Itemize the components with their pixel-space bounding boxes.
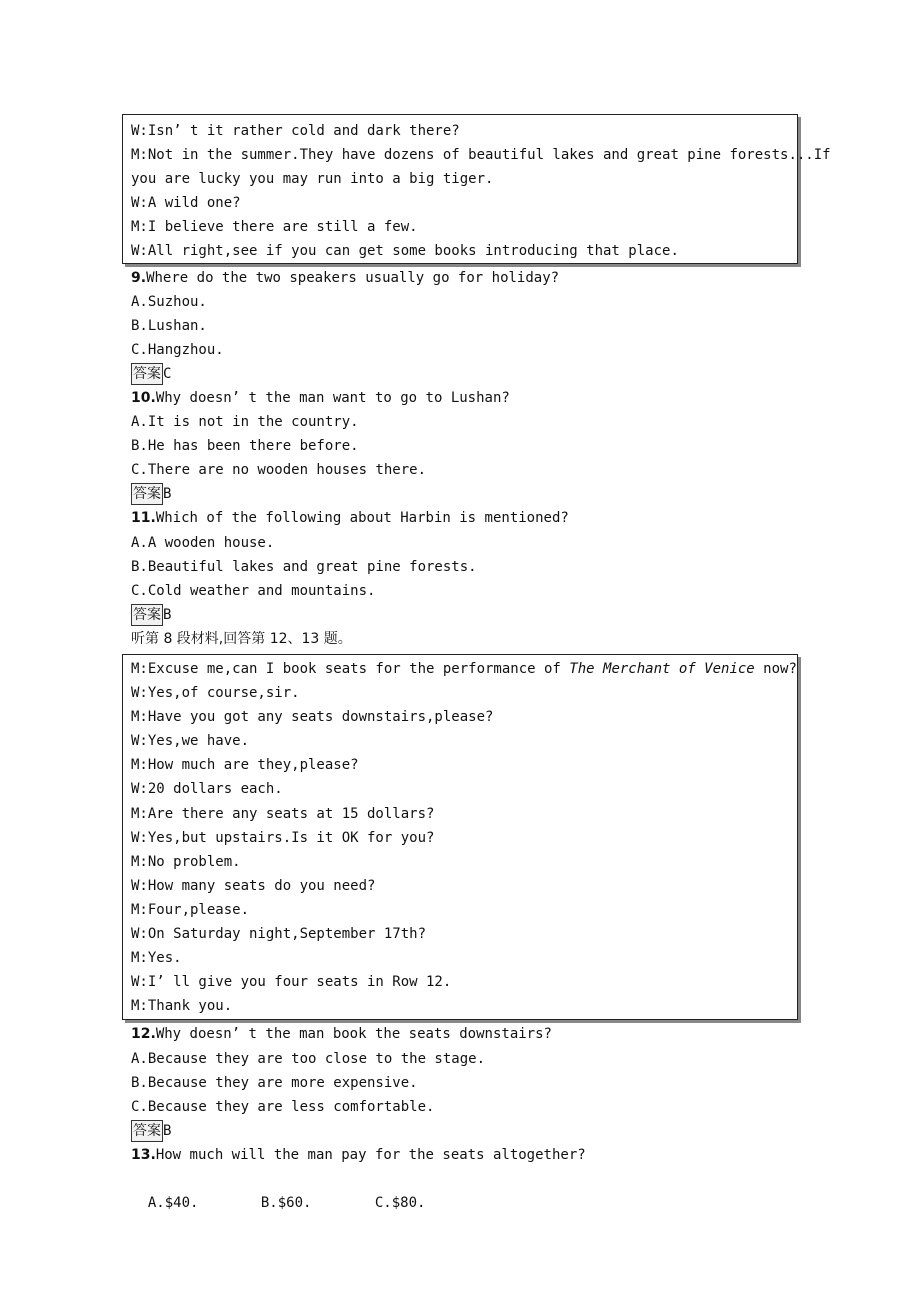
dialogue-line: M:Have you got any seats downstairs,please? xyxy=(131,709,494,725)
dialogue-line: W:I’ ll give you four seats in Row 12. xyxy=(131,974,452,990)
option: B.Lushan. xyxy=(131,318,207,334)
answer-11 xyxy=(131,603,171,627)
answer-tag: 答案 xyxy=(131,1120,163,1142)
dialogue-line: M:Not in the summer.They have dozens of beautiful lakes and great pine forests...If xyxy=(131,147,831,163)
dialogue-box-2 xyxy=(122,654,798,1020)
dialogue-line: M:Thank you. xyxy=(131,998,233,1014)
dialogue-line xyxy=(131,657,797,681)
option: C.$80. xyxy=(374,1195,426,1211)
dialogue-line: W:Yes,but upstairs.Is it OK for you? xyxy=(131,830,435,846)
answer-9 xyxy=(131,362,171,386)
dialogue-line: W:A wild one? xyxy=(131,195,241,211)
question-text: Where do the two speakers usually go for holiday? xyxy=(146,270,560,286)
answer-tag: 答案 xyxy=(131,363,163,385)
option: A.It is not in the country. xyxy=(131,414,359,430)
question-9 xyxy=(131,266,559,290)
option: B.$60. xyxy=(260,1195,312,1211)
section-instruction: 听第 8 段材料,回答第 12、13 题。 xyxy=(131,631,352,647)
dialogue-line: W:Isn’ t it rather cold and dark there? xyxy=(131,123,460,139)
question-number: 10. xyxy=(131,390,156,406)
dialogue-line: M:Are there any seats at 15 dollars? xyxy=(131,806,435,822)
option: C.There are no wooden houses there. xyxy=(131,462,427,478)
option: A.A wooden house. xyxy=(131,535,275,551)
dialogue-line: W:Yes,we have. xyxy=(131,733,250,749)
question-number: 9. xyxy=(131,270,147,286)
question-text: Why doesn’ t the man want to go to Lushan? xyxy=(155,390,510,406)
question-text: How much will the man pay for the seats altogether? xyxy=(155,1147,586,1163)
option: B.Because they are more expensive. xyxy=(131,1075,418,1091)
dialogue-line: W:20 dollars each. xyxy=(131,781,283,797)
option: A.Suzhou. xyxy=(131,294,207,310)
question-10 xyxy=(131,386,510,410)
dialogue-line: M:Yes. xyxy=(131,950,182,966)
play-title: The Merchant of Venice xyxy=(569,661,755,677)
question-text: Which of the following about Harbin is mentioned? xyxy=(155,510,569,526)
dialogue-line: M:Four,please. xyxy=(131,902,250,918)
question-13 xyxy=(131,1143,586,1167)
question-number: 13. xyxy=(131,1147,156,1163)
dialogue-line: M:No problem. xyxy=(131,854,241,870)
option: C.Because they are less comfortable. xyxy=(131,1099,435,1115)
dialogue-line: M:I believe there are still a few. xyxy=(131,219,418,235)
question-number: 12. xyxy=(131,1026,156,1042)
question-text: Why doesn’ t the man book the seats downstairs? xyxy=(155,1026,552,1042)
dialogue-line: you are lucky you may run into a big tiger. xyxy=(131,171,494,187)
dialogue-line: W:Yes,of course,sir. xyxy=(131,685,300,701)
option: A.Because they are too close to the stage. xyxy=(131,1051,486,1067)
option: C.Cold weather and mountains. xyxy=(131,583,376,599)
dialogue-line: W:On Saturday night,September 17th? xyxy=(131,926,427,942)
dialogue-box-1 xyxy=(122,114,831,264)
dialogue-text: now? xyxy=(754,661,797,677)
dialogue-text: M:Excuse me,can I book seats for the performance of xyxy=(131,661,570,677)
option: B.He has been there before. xyxy=(131,438,359,454)
question-11 xyxy=(131,506,569,530)
dialogue-line: W:How many seats do you need? xyxy=(131,878,376,894)
question-number: 11. xyxy=(131,510,156,526)
option: B.Beautiful lakes and great pine forests. xyxy=(131,559,477,575)
answer-tag: 答案 xyxy=(131,483,163,505)
options-row xyxy=(131,1167,426,1211)
answer-10 xyxy=(131,482,171,506)
answer-value: B xyxy=(163,607,172,623)
answer-value: B xyxy=(163,1123,172,1139)
question-12 xyxy=(131,1022,552,1046)
answer-value: B xyxy=(163,486,172,502)
dialogue-line: M:How much are they,please? xyxy=(131,757,359,773)
option: C.Hangzhou. xyxy=(131,342,224,358)
option: A.$40. xyxy=(147,1195,199,1211)
answer-value: C xyxy=(163,366,172,382)
dialogue-line: W:All right,see if you can get some books introducing that place. xyxy=(131,243,679,259)
answer-12 xyxy=(131,1119,171,1143)
answer-tag: 答案 xyxy=(131,604,163,626)
